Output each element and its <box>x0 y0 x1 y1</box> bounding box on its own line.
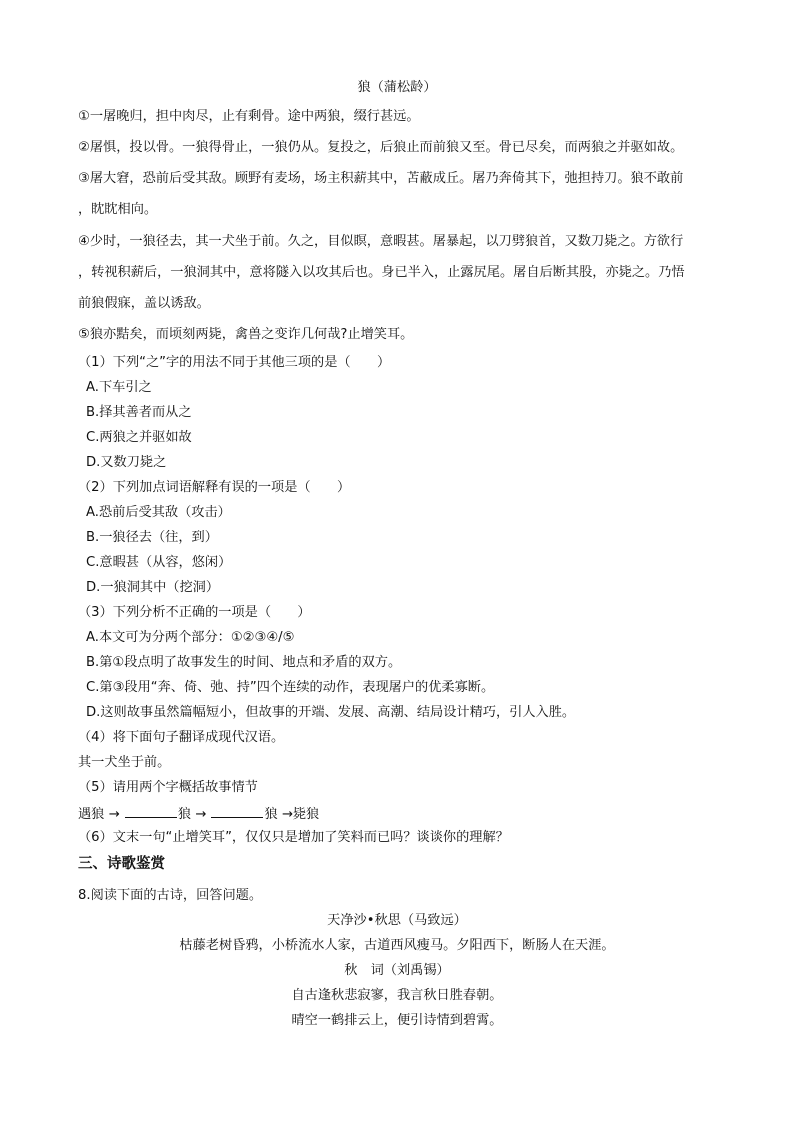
question-2-option-b: B.一狼径去（往，到） <box>86 530 218 545</box>
question-4-sentence: 其一犬坐于前。 <box>78 755 171 770</box>
passage-title: 狼（蒲松龄） <box>357 80 437 95</box>
poem-2-title: 秋 词（刘禹锡） <box>344 963 450 978</box>
poem-2-line-2: 晴空一鹤排云上，便引诗情到碧霄。 <box>291 1013 503 1028</box>
question-4-stem: （4）将下面句子翻译成现代汉语。 <box>78 730 285 745</box>
paragraph-4-line-1: ④少时，一狼径去，其一犬坐于前。久之，目似瞑，意暇甚。屠暴起，以刀劈狼首，又数刀毙之。方欲行 <box>78 234 684 249</box>
question-2-option-c: C.意暇甚（从容，悠闲） <box>86 555 232 570</box>
paragraph-5: ⑤狼亦黠矣，而顷刻两毙，禽兽之变诈几何哉?止增笑耳。 <box>78 327 414 342</box>
plot-segment-2: 狼 → <box>177 807 211 822</box>
answer-blank-1[interactable] <box>125 804 177 818</box>
poem-1-title: 天净沙•秋思（马致远） <box>327 913 467 928</box>
question-1-stem: （1）下列“之”字的用法不同于其他三项的是（ ） <box>78 355 391 370</box>
question-2-option-a: A.恐前后受其敌（攻击） <box>86 505 231 520</box>
section-3-heading: 三、诗歌鉴赏 <box>78 856 165 872</box>
question-2-stem: （2）下列加点词语解释有误的一项是（ ） <box>78 480 351 495</box>
question-3-option-a: A.本文可为分两个部分：①②③④/⑤ <box>86 630 295 645</box>
question-5-plot-line <box>78 804 718 824</box>
poem-1-text: 枯藤老树昏鸦，小桥流水人家，古道西风瘦马。夕阳西下，断肠人在天涯。 <box>179 938 615 953</box>
question-1-option-b: B.择其善者而从之 <box>86 405 192 420</box>
question-3-option-d: D.这则故事虽然篇幅短小，但故事的开端、发展、高潮、结局设计精巧，引人入胜。 <box>86 705 576 720</box>
poem-2-line-1: 自古逢秋悲寂寥，我言秋日胜春朝。 <box>291 988 503 1003</box>
paragraph-1: ①一屠晚归，担中肉尽，止有剩骨。途中两狼，缀行甚远。 <box>78 109 420 124</box>
question-6-stem: （6）文末一句“止增笑耳”，仅仅只是增加了笑料而已吗？谈谈你的理解？ <box>78 830 509 845</box>
plot-segment-1: 遇狼 → <box>78 807 124 822</box>
question-1-option-d: D.又数刀毙之 <box>86 455 167 470</box>
question-5-stem: （5）请用两个字概括故事情节 <box>78 780 258 795</box>
plot-segment-3: 狼 →毙狼 <box>264 807 320 822</box>
paragraph-3-line-1: ③屠大窘，恐前后受其敌。顾野有麦场，场主积薪其中，苫蔽成丘。屠乃奔倚其下，弛担持刀。狼不敢前 <box>78 171 684 186</box>
question-3-option-c: C.第③段用“奔、倚、弛、持”四个连续的动作，表现屠户的优柔寡断。 <box>86 680 495 695</box>
question-3-stem: （3）下列分析不正确的一项是（ ） <box>78 605 311 620</box>
question-8-intro: 8.阅读下面的古诗，回答问题。 <box>78 888 263 903</box>
paragraph-4-line-3: 前狼假寐，盖以诱敌。 <box>78 296 210 311</box>
answer-blank-2[interactable] <box>211 804 263 818</box>
paragraph-3-line-2: ，眈眈相向。 <box>78 202 158 217</box>
paragraph-2: ②屠惧，投以骨。一狼得骨止，一狼仍从。复投之，后狼止而前狼又至。骨已尽矣，而两狼之并驱如故。 <box>78 140 684 155</box>
question-3-option-b: B.第①段点明了故事发生的时间、地点和矛盾的双方。 <box>86 655 402 670</box>
question-1-option-c: C.两狼之并驱如故 <box>86 430 192 445</box>
paragraph-4-line-2: ，转视积薪后，一狼洞其中，意将隧入以攻其后也。身已半入，止露尻尾。屠自后断其股，亦毙之。乃悟 <box>78 265 685 280</box>
question-1-option-a: A.下车引之 <box>86 380 152 395</box>
question-2-option-d: D.一狼洞其中（挖洞） <box>86 580 220 595</box>
